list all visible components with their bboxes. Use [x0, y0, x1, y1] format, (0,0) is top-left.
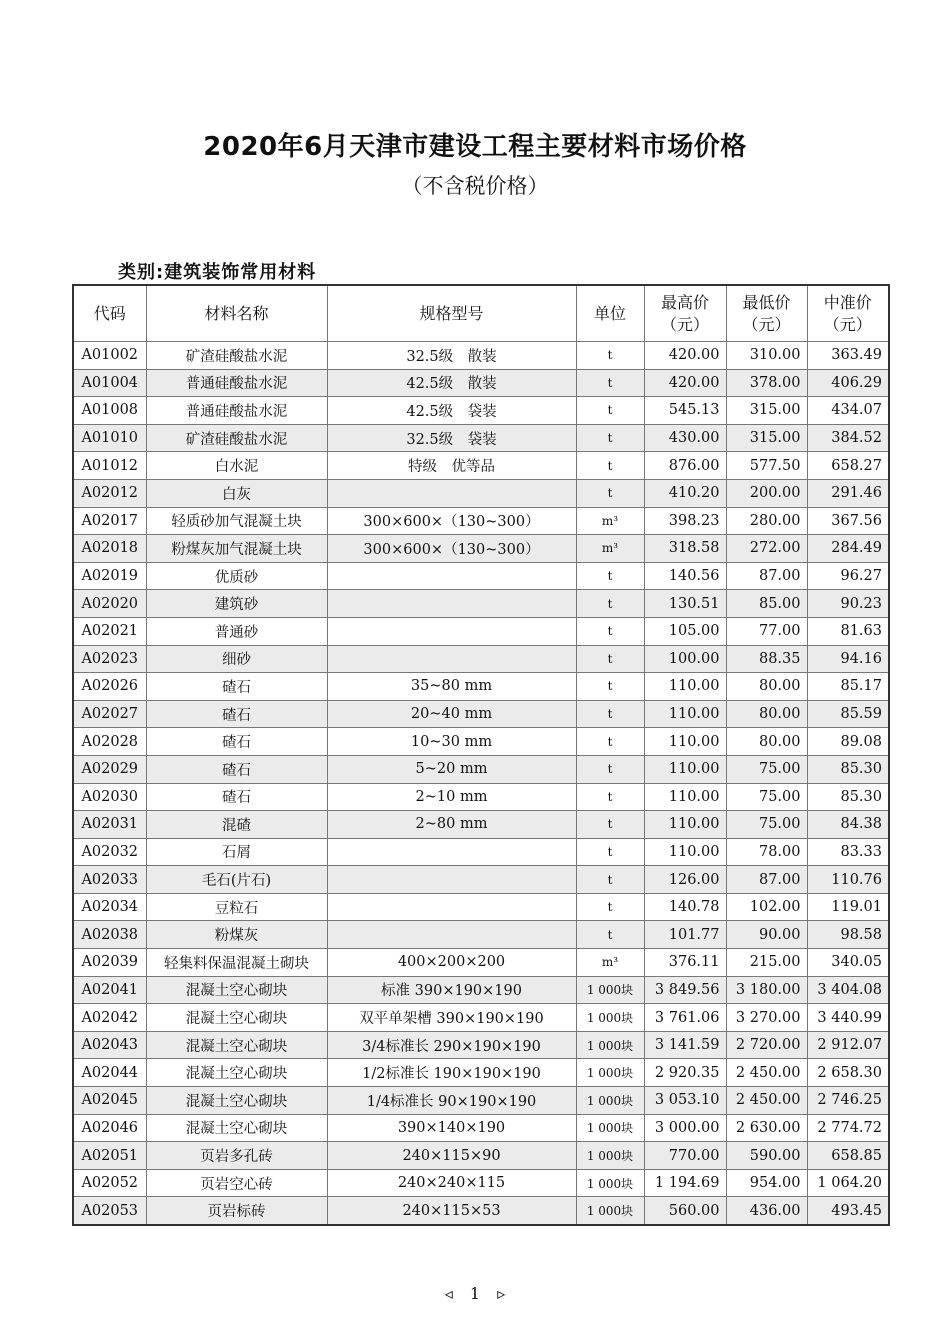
cell-name: 石屑 — [146, 838, 327, 866]
cell-min-price: 436.00 — [726, 1197, 807, 1225]
cell-min-price: 2 450.00 — [726, 1059, 807, 1087]
cell-min-price: 102.00 — [726, 893, 807, 921]
cell-max-price: 101.77 — [644, 921, 726, 949]
cell-name: 豆粒石 — [146, 893, 327, 921]
cell-min-price: 87.00 — [726, 562, 807, 590]
cell-min-price: 87.00 — [726, 866, 807, 894]
cell-min-price: 200.00 — [726, 479, 807, 507]
header-unit: 单位 — [576, 285, 644, 342]
cell-code: A02029 — [73, 755, 146, 783]
cell-spec: 1/4标准长 90×190×190 — [327, 1087, 576, 1115]
cell-code: A02038 — [73, 921, 146, 949]
cell-unit: t — [576, 424, 644, 452]
cell-spec: 2~10 mm — [327, 783, 576, 811]
page-footer — [0, 1284, 950, 1303]
cell-code: A02028 — [73, 728, 146, 756]
cell-mid-price: 84.38 — [807, 811, 889, 839]
header-spec: 规格型号 — [327, 285, 576, 342]
cell-name: 普通砂 — [146, 617, 327, 645]
table-row — [73, 700, 889, 728]
cell-code: A02018 — [73, 535, 146, 563]
cell-min-price: 315.00 — [726, 424, 807, 452]
cell-max-price: 560.00 — [644, 1197, 726, 1225]
cell-min-price: 2 450.00 — [726, 1087, 807, 1115]
cell-max-price: 3 000.00 — [644, 1114, 726, 1142]
cell-max-price: 3 849.56 — [644, 976, 726, 1004]
cell-max-price: 110.00 — [644, 811, 726, 839]
cell-spec — [327, 838, 576, 866]
header-min-price: 最低价 （元） — [726, 285, 807, 342]
cell-max-price: 110.00 — [644, 783, 726, 811]
cell-min-price: 80.00 — [726, 673, 807, 701]
table-row — [73, 1004, 889, 1032]
cell-spec: 特级 优等品 — [327, 452, 576, 480]
cell-code: A02023 — [73, 645, 146, 673]
header-max-price: 最高价 （元） — [644, 285, 726, 342]
category-label: 类别:建筑装饰常用材料 — [118, 262, 317, 283]
cell-name: 优质砂 — [146, 562, 327, 590]
cell-code: A02039 — [73, 949, 146, 977]
cell-min-price: 577.50 — [726, 452, 807, 480]
cell-unit: t — [576, 866, 644, 894]
cell-unit: t — [576, 811, 644, 839]
cell-code: A02026 — [73, 673, 146, 701]
cell-spec: 300×600×（130~300） — [327, 507, 576, 535]
cell-spec: 标准 390×190×190 — [327, 976, 576, 1004]
cell-mid-price: 658.85 — [807, 1142, 889, 1170]
table-row — [73, 479, 889, 507]
cell-spec: 390×140×190 — [327, 1114, 576, 1142]
cell-code: A01010 — [73, 424, 146, 452]
cell-mid-price: 363.49 — [807, 342, 889, 370]
cell-code: A02017 — [73, 507, 146, 535]
cell-unit: t — [576, 562, 644, 590]
header-mid-price: 中准价 （元） — [807, 285, 889, 342]
cell-min-price: 80.00 — [726, 700, 807, 728]
cell-spec — [327, 921, 576, 949]
cell-name: 矿渣硅酸盐水泥 — [146, 342, 327, 370]
cell-spec: 20~40 mm — [327, 700, 576, 728]
cell-code: A02046 — [73, 1114, 146, 1142]
cell-name: 混凝土空心砌块 — [146, 1114, 327, 1142]
cell-unit: t — [576, 700, 644, 728]
cell-min-price: 88.35 — [726, 645, 807, 673]
cell-name: 粉煤灰加气混凝土块 — [146, 535, 327, 563]
cell-mid-price: 83.33 — [807, 838, 889, 866]
cell-max-price: 420.00 — [644, 342, 726, 370]
cell-name: 矿渣硅酸盐水泥 — [146, 424, 327, 452]
cell-mid-price: 291.46 — [807, 479, 889, 507]
cell-mid-price: 406.29 — [807, 369, 889, 397]
cell-name: 页岩空心砖 — [146, 1169, 327, 1197]
cell-mid-price: 2 658.30 — [807, 1059, 889, 1087]
cell-max-price: 110.00 — [644, 673, 726, 701]
cell-name: 普通硅酸盐水泥 — [146, 369, 327, 397]
cell-unit: t — [576, 369, 644, 397]
cell-min-price: 78.00 — [726, 838, 807, 866]
cell-unit: m³ — [576, 949, 644, 977]
cell-mid-price: 434.07 — [807, 397, 889, 425]
table-row — [73, 1059, 889, 1087]
cell-name: 混凝土空心砌块 — [146, 1031, 327, 1059]
cell-spec: 32.5级 袋装 — [327, 424, 576, 452]
cell-code: A02042 — [73, 1004, 146, 1032]
cell-min-price: 215.00 — [726, 949, 807, 977]
table-row — [73, 507, 889, 535]
page-title: 2020年6月天津市建设工程主要材料市场价格 — [203, 132, 747, 162]
cell-mid-price: 3 440.99 — [807, 1004, 889, 1032]
table-row — [73, 1031, 889, 1059]
cell-unit: t — [576, 893, 644, 921]
cell-spec: 10~30 mm — [327, 728, 576, 756]
cell-code: A02012 — [73, 479, 146, 507]
cell-mid-price: 1 064.20 — [807, 1169, 889, 1197]
cell-min-price: 75.00 — [726, 811, 807, 839]
cell-unit: t — [576, 452, 644, 480]
cell-min-price: 310.00 — [726, 342, 807, 370]
cell-unit: 1 000块 — [576, 1087, 644, 1115]
cell-code: A02019 — [73, 562, 146, 590]
header-row — [73, 285, 889, 342]
cell-max-price: 3 761.06 — [644, 1004, 726, 1032]
table-row — [73, 369, 889, 397]
cell-spec: 400×200×200 — [327, 949, 576, 977]
cell-mid-price: 85.17 — [807, 673, 889, 701]
table-row — [73, 452, 889, 480]
cell-spec — [327, 866, 576, 894]
cell-max-price: 110.00 — [644, 728, 726, 756]
cell-code: A02030 — [73, 783, 146, 811]
cell-min-price: 77.00 — [726, 617, 807, 645]
cell-spec: 240×115×53 — [327, 1197, 576, 1225]
cell-code: A01012 — [73, 452, 146, 480]
table-row — [73, 783, 889, 811]
cell-unit: t — [576, 728, 644, 756]
cell-max-price: 100.00 — [644, 645, 726, 673]
cell-unit: 1 000块 — [576, 1031, 644, 1059]
cell-name: 建筑砂 — [146, 590, 327, 618]
cell-unit: 1 000块 — [576, 1004, 644, 1032]
cell-name: 碴石 — [146, 783, 327, 811]
cell-max-price: 3 053.10 — [644, 1087, 726, 1115]
cell-mid-price: 110.76 — [807, 866, 889, 894]
cell-max-price: 105.00 — [644, 617, 726, 645]
cell-mid-price: 119.01 — [807, 893, 889, 921]
table-row — [73, 424, 889, 452]
cell-mid-price: 85.30 — [807, 755, 889, 783]
cell-max-price: 2 920.35 — [644, 1059, 726, 1087]
cell-spec — [327, 562, 576, 590]
cell-mid-price: 2 774.72 — [807, 1114, 889, 1142]
cell-name: 细砂 — [146, 645, 327, 673]
cell-min-price: 3 180.00 — [726, 976, 807, 1004]
cell-unit: t — [576, 479, 644, 507]
cell-code: A02043 — [73, 1031, 146, 1059]
cell-unit: 1 000块 — [576, 1059, 644, 1087]
table-row — [73, 1114, 889, 1142]
cell-code: A02034 — [73, 893, 146, 921]
cell-code: A02021 — [73, 617, 146, 645]
cell-unit: t — [576, 921, 644, 949]
cell-min-price: 280.00 — [726, 507, 807, 535]
cell-mid-price: 94.16 — [807, 645, 889, 673]
cell-unit: t — [576, 590, 644, 618]
cell-spec: 42.5级 袋装 — [327, 397, 576, 425]
cell-unit: 1 000块 — [576, 1197, 644, 1225]
cell-min-price: 75.00 — [726, 755, 807, 783]
table-row — [73, 397, 889, 425]
cell-code: A01004 — [73, 369, 146, 397]
cell-spec: 35~80 mm — [327, 673, 576, 701]
cell-code: A01008 — [73, 397, 146, 425]
cell-name: 混凝土空心砌块 — [146, 1087, 327, 1115]
cell-min-price: 2 630.00 — [726, 1114, 807, 1142]
cell-spec — [327, 617, 576, 645]
table-row — [73, 1169, 889, 1197]
cell-name: 轻质砂加气混凝土块 — [146, 507, 327, 535]
cell-code: A02033 — [73, 866, 146, 894]
header-code: 代码 — [73, 285, 146, 342]
table-row — [73, 949, 889, 977]
cell-spec: 32.5级 散装 — [327, 342, 576, 370]
cell-unit: m³ — [576, 507, 644, 535]
cell-name: 白灰 — [146, 479, 327, 507]
cell-spec: 2~80 mm — [327, 811, 576, 839]
cell-code: A02053 — [73, 1197, 146, 1225]
cell-unit: t — [576, 838, 644, 866]
cell-name: 粉煤灰 — [146, 921, 327, 949]
table-row — [73, 1087, 889, 1115]
cell-spec: 240×115×90 — [327, 1142, 576, 1170]
cell-unit: t — [576, 755, 644, 783]
table-row — [73, 976, 889, 1004]
cell-name: 混凝土空心砌块 — [146, 1059, 327, 1087]
table-row — [73, 866, 889, 894]
cell-mid-price: 98.58 — [807, 921, 889, 949]
table-row — [73, 1197, 889, 1225]
cell-max-price: 376.11 — [644, 949, 726, 977]
table-row — [73, 590, 889, 618]
cell-unit: 1 000块 — [576, 976, 644, 1004]
cell-unit: t — [576, 783, 644, 811]
cell-name: 碴石 — [146, 728, 327, 756]
cell-max-price: 410.20 — [644, 479, 726, 507]
cell-mid-price: 284.49 — [807, 535, 889, 563]
cell-mid-price: 90.23 — [807, 590, 889, 618]
table-header — [73, 285, 889, 342]
cell-min-price: 2 720.00 — [726, 1031, 807, 1059]
cell-mid-price: 85.30 — [807, 783, 889, 811]
cell-max-price: 318.58 — [644, 535, 726, 563]
cell-min-price: 80.00 — [726, 728, 807, 756]
table-row — [73, 728, 889, 756]
cell-name: 白水泥 — [146, 452, 327, 480]
cell-spec: 3/4标准长 290×190×190 — [327, 1031, 576, 1059]
cell-min-price: 75.00 — [726, 783, 807, 811]
cell-unit: t — [576, 397, 644, 425]
cell-max-price: 130.51 — [644, 590, 726, 618]
cell-max-price: 420.00 — [644, 369, 726, 397]
cell-code: A02044 — [73, 1059, 146, 1087]
cell-name: 轻集料保温混凝土砌块 — [146, 949, 327, 977]
prev-page-icon: ◃ — [444, 1284, 453, 1303]
cell-spec: 5~20 mm — [327, 755, 576, 783]
cell-mid-price: 96.27 — [807, 562, 889, 590]
cell-mid-price: 493.45 — [807, 1197, 889, 1225]
cell-unit: t — [576, 617, 644, 645]
cell-spec: 1/2标准长 190×190×190 — [327, 1059, 576, 1087]
cell-min-price: 90.00 — [726, 921, 807, 949]
table-row — [73, 617, 889, 645]
cell-min-price: 3 270.00 — [726, 1004, 807, 1032]
cell-min-price: 272.00 — [726, 535, 807, 563]
cell-min-price: 85.00 — [726, 590, 807, 618]
cell-unit: t — [576, 342, 644, 370]
cell-spec — [327, 479, 576, 507]
cell-name: 混碴 — [146, 811, 327, 839]
cell-min-price: 315.00 — [726, 397, 807, 425]
cell-code: A02052 — [73, 1169, 146, 1197]
cell-code: A02041 — [73, 976, 146, 1004]
cell-max-price: 140.56 — [644, 562, 726, 590]
table-row — [73, 562, 889, 590]
table-row — [73, 645, 889, 673]
cell-mid-price: 340.05 — [807, 949, 889, 977]
table-row — [73, 342, 889, 370]
table-row — [73, 838, 889, 866]
cell-max-price: 110.00 — [644, 838, 726, 866]
cell-min-price: 590.00 — [726, 1142, 807, 1170]
cell-mid-price: 81.63 — [807, 617, 889, 645]
cell-name: 混凝土空心砌块 — [146, 1004, 327, 1032]
cell-max-price: 545.13 — [644, 397, 726, 425]
page-number: 1 — [469, 1284, 481, 1303]
cell-max-price: 398.23 — [644, 507, 726, 535]
cell-mid-price: 658.27 — [807, 452, 889, 480]
cell-name: 页岩标砖 — [146, 1197, 327, 1225]
cell-min-price: 954.00 — [726, 1169, 807, 1197]
cell-name: 页岩多孔砖 — [146, 1142, 327, 1170]
cell-max-price: 110.00 — [644, 755, 726, 783]
cell-spec — [327, 645, 576, 673]
header-name: 材料名称 — [146, 285, 327, 342]
cell-name: 混凝土空心砌块 — [146, 976, 327, 1004]
cell-unit: t — [576, 673, 644, 701]
cell-name: 毛石(片石) — [146, 866, 327, 894]
cell-max-price: 126.00 — [644, 866, 726, 894]
cell-spec: 240×240×115 — [327, 1169, 576, 1197]
cell-code: A02027 — [73, 700, 146, 728]
next-page-icon: ▹ — [497, 1284, 506, 1303]
cell-unit: t — [576, 645, 644, 673]
cell-min-price: 378.00 — [726, 369, 807, 397]
cell-max-price: 140.78 — [644, 893, 726, 921]
cell-code: A01002 — [73, 342, 146, 370]
table-row — [73, 811, 889, 839]
price-table — [72, 284, 890, 1226]
table-row — [73, 921, 889, 949]
cell-mid-price: 85.59 — [807, 700, 889, 728]
cell-max-price: 430.00 — [644, 424, 726, 452]
cell-mid-price: 2 746.25 — [807, 1087, 889, 1115]
cell-code: A02031 — [73, 811, 146, 839]
table-body — [73, 342, 889, 1226]
cell-code: A02051 — [73, 1142, 146, 1170]
cell-spec: 300×600×（130~300） — [327, 535, 576, 563]
cell-name: 碴石 — [146, 700, 327, 728]
cell-max-price: 770.00 — [644, 1142, 726, 1170]
cell-max-price: 110.00 — [644, 700, 726, 728]
table-row — [73, 755, 889, 783]
cell-mid-price: 3 404.08 — [807, 976, 889, 1004]
cell-name: 碴石 — [146, 673, 327, 701]
table-row — [73, 673, 889, 701]
cell-mid-price: 384.52 — [807, 424, 889, 452]
page-subtitle: （不含税价格） — [401, 174, 549, 198]
cell-spec — [327, 893, 576, 921]
table-row — [73, 1142, 889, 1170]
cell-mid-price: 367.56 — [807, 507, 889, 535]
cell-unit: 1 000块 — [576, 1142, 644, 1170]
cell-spec: 42.5级 散装 — [327, 369, 576, 397]
cell-spec: 双平单架槽 390×190×190 — [327, 1004, 576, 1032]
table-row — [73, 535, 889, 563]
cell-mid-price: 89.08 — [807, 728, 889, 756]
cell-unit: m³ — [576, 535, 644, 563]
cell-code: A02045 — [73, 1087, 146, 1115]
table-row — [73, 893, 889, 921]
cell-mid-price: 2 912.07 — [807, 1031, 889, 1059]
cell-unit: 1 000块 — [576, 1114, 644, 1142]
cell-code: A02032 — [73, 838, 146, 866]
cell-unit: 1 000块 — [576, 1169, 644, 1197]
cell-max-price: 3 141.59 — [644, 1031, 726, 1059]
cell-max-price: 876.00 — [644, 452, 726, 480]
cell-code: A02020 — [73, 590, 146, 618]
cell-spec — [327, 590, 576, 618]
cell-name: 普通硅酸盐水泥 — [146, 397, 327, 425]
cell-name: 碴石 — [146, 755, 327, 783]
cell-max-price: 1 194.69 — [644, 1169, 726, 1197]
